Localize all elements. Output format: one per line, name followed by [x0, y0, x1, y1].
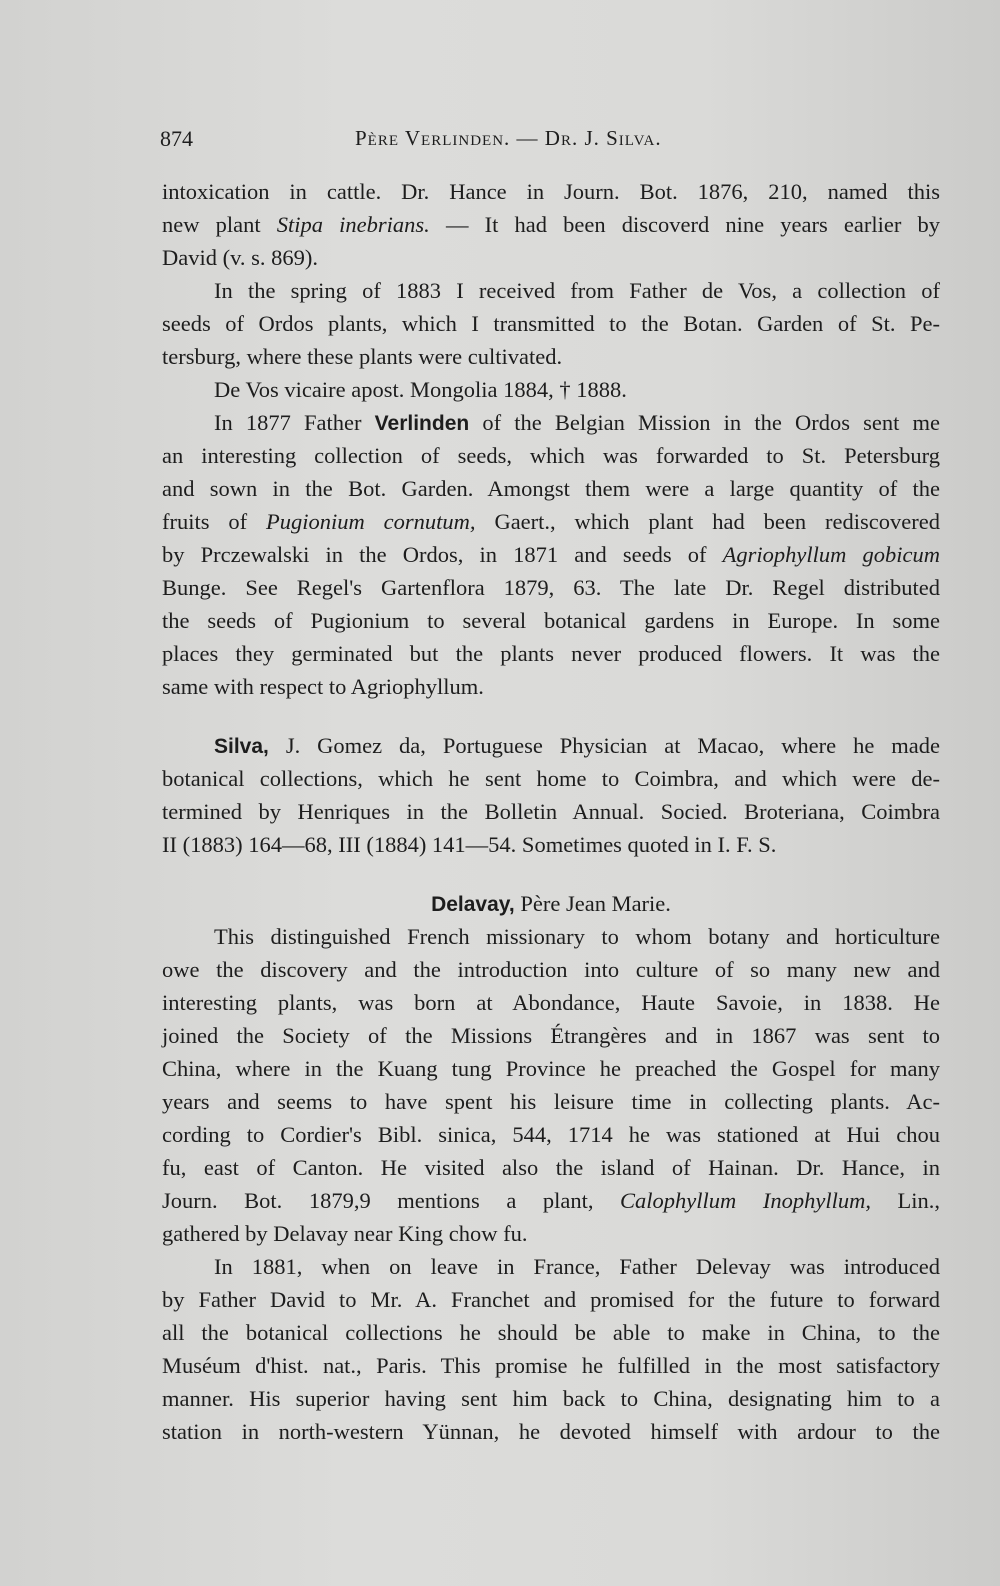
text-line — [162, 1415, 940, 1448]
species-name: Calophyllum Inophyllum, — [620, 1188, 871, 1213]
text-run: Lin., — [870, 1188, 940, 1213]
section-gap — [162, 703, 940, 729]
entry-name: Delavay, — [431, 893, 515, 916]
text-run: Bunge. See Regel's Gartenflora 1879, 63. The late Dr. Regel distributed — [162, 575, 940, 600]
text-line — [162, 828, 940, 861]
text-line — [162, 1118, 940, 1151]
text-line — [162, 472, 940, 505]
text-line — [162, 1085, 940, 1118]
text-line — [162, 637, 940, 670]
text-line — [162, 986, 940, 1019]
page-number: 874 — [160, 126, 193, 151]
text-run: cording to Cordier's Bibl. sinica, 544, 1714 he was stationed at Hui chou — [162, 1122, 940, 1147]
text-run: years and seems to have spent his leisure time in collecting plants. Ac- — [162, 1089, 940, 1114]
text-line — [162, 670, 940, 703]
text-run: David (v. s. 869). — [162, 245, 319, 270]
text-run: joined the Society of the Missions Étrangères and in 1867 was sent to — [162, 1023, 940, 1048]
text-run: owe the discovery and the introduction into culture of so many new and — [162, 957, 940, 982]
text-run: In 1877 Father — [214, 410, 375, 435]
text-line — [162, 1184, 940, 1217]
text-run: fruits of — [162, 509, 267, 534]
text-line — [162, 505, 940, 538]
text-run: This distinguished French missionary to whom botany and horticulture — [214, 924, 940, 949]
text-run: Journ. Bot. 1879,9 mentions a plant, — [162, 1188, 621, 1213]
section-gap — [162, 861, 940, 887]
text-run: Muséum d'hist. nat., Paris. This promise he fulfilled in the most satisfactory — [162, 1353, 940, 1378]
text-line — [162, 795, 940, 828]
text-line — [162, 1250, 940, 1283]
text-line — [162, 274, 940, 307]
text-line — [162, 920, 940, 953]
person-name: Verlinden — [374, 412, 470, 435]
text-line — [162, 1217, 940, 1250]
text-run: an interesting collection of seeds, which was forwarded to St. Petersburg — [162, 443, 940, 468]
text-line — [162, 1316, 940, 1349]
text-run: De Vos vicaire apost. Mongolia 1884, † 1888. — [214, 377, 627, 402]
text-line — [162, 571, 940, 604]
text-run: the seeds of Pugionium to several botanical gardens in Europe. In some — [162, 608, 940, 633]
text-run: seeds of Ordos plants, which I transmitted to the Botan. Garden of St. Pe- — [162, 311, 940, 336]
text-line — [162, 406, 940, 439]
body-text — [162, 175, 940, 1448]
text-run: station in north-western Yünnan, he devoted himself with ardour to the — [162, 1419, 940, 1444]
text-line — [162, 762, 940, 795]
text-run: J. Gomez da, Portuguese Physician at Macao, where he made — [268, 733, 940, 758]
text-run: by Father David to Mr. A. Franchet and promised for the future to forward — [162, 1287, 940, 1312]
text-line — [162, 439, 940, 472]
species-name: Pugionium cornutum, — [266, 509, 476, 534]
species-name: Stipa inebrians. — [276, 212, 430, 237]
text-line — [162, 1382, 940, 1415]
text-line — [162, 604, 940, 637]
text-run: places they germinated but the plants never produced flowers. It was the — [162, 641, 940, 666]
text-line — [162, 1151, 940, 1184]
text-run: all the botanical collections he should be able to make in China, to the — [162, 1320, 940, 1345]
text-line — [162, 241, 940, 274]
text-run: fu, east of Canton. He visited also the island of Hainan. Dr. Hance, in — [162, 1155, 940, 1180]
text-run: of the Belgian Mission in the Ordos sent me — [469, 410, 940, 435]
text-line — [162, 175, 940, 208]
text-run: In the spring of 1883 I received from Father de Vos, a collection of — [214, 278, 940, 303]
species-name: Agriophyllum gobicum — [722, 542, 940, 567]
text-run: termined by Henriques in the Bolletin Annual. Socied. Broteriana, Coimbra — [162, 799, 940, 824]
text-run: — It had been discoverd nine years earlier by — [429, 212, 940, 237]
text-line — [162, 1349, 940, 1382]
text-run: same with respect to Agriophyllum. — [162, 674, 484, 699]
text-run: intoxication in cattle. Dr. Hance in Journ. Bot. 1876, 210, named this — [162, 179, 940, 204]
text-line — [162, 307, 940, 340]
text-run: new plant — [162, 212, 277, 237]
text-run: gathered by Delavay near King chow fu. — [162, 1221, 528, 1246]
entry-heading-delavay — [162, 887, 940, 920]
page-header — [160, 122, 940, 162]
text-run: In 1881, when on leave in France, Father Delevay was introduced — [214, 1254, 940, 1279]
text-run: II (1883) 164—68, III (1884) 141—54. Sometimes quoted in I. F. S. — [162, 832, 777, 857]
entry-name: Silva, — [214, 735, 269, 758]
text-run: by Prczewalski in the Ordos, in 1871 and seeds of — [162, 542, 723, 567]
text-line — [162, 953, 940, 986]
text-line — [162, 1052, 940, 1085]
entry-silva-line — [162, 729, 940, 762]
text-run: manner. His superior having sent him back to China, designating him to a — [162, 1386, 940, 1411]
text-run: and sown in the Bot. Garden. Amongst them were a large quantity of the — [162, 476, 940, 501]
text-line — [162, 373, 940, 406]
text-run: Père Jean Marie. — [514, 891, 671, 916]
text-run: interesting plants, was born at Abondance, Haute Savoie, in 1838. He — [162, 990, 940, 1015]
text-line — [162, 538, 940, 571]
text-run: tersburg, where these plants were cultivated. — [162, 344, 563, 369]
text-run: China, where in the Kuang tung Province he preached the Gospel for many — [162, 1056, 940, 1081]
text-line — [162, 1283, 940, 1316]
text-run: Gaert., which plant had been rediscovered — [475, 509, 940, 534]
text-run: botanical collections, which he sent home to Coimbra, and which were de- — [162, 766, 940, 791]
text-line — [162, 208, 940, 241]
text-line — [162, 340, 940, 373]
text-line — [162, 1019, 940, 1052]
running-head: Père Verlinden. — Dr. J. Silva. — [355, 126, 662, 150]
